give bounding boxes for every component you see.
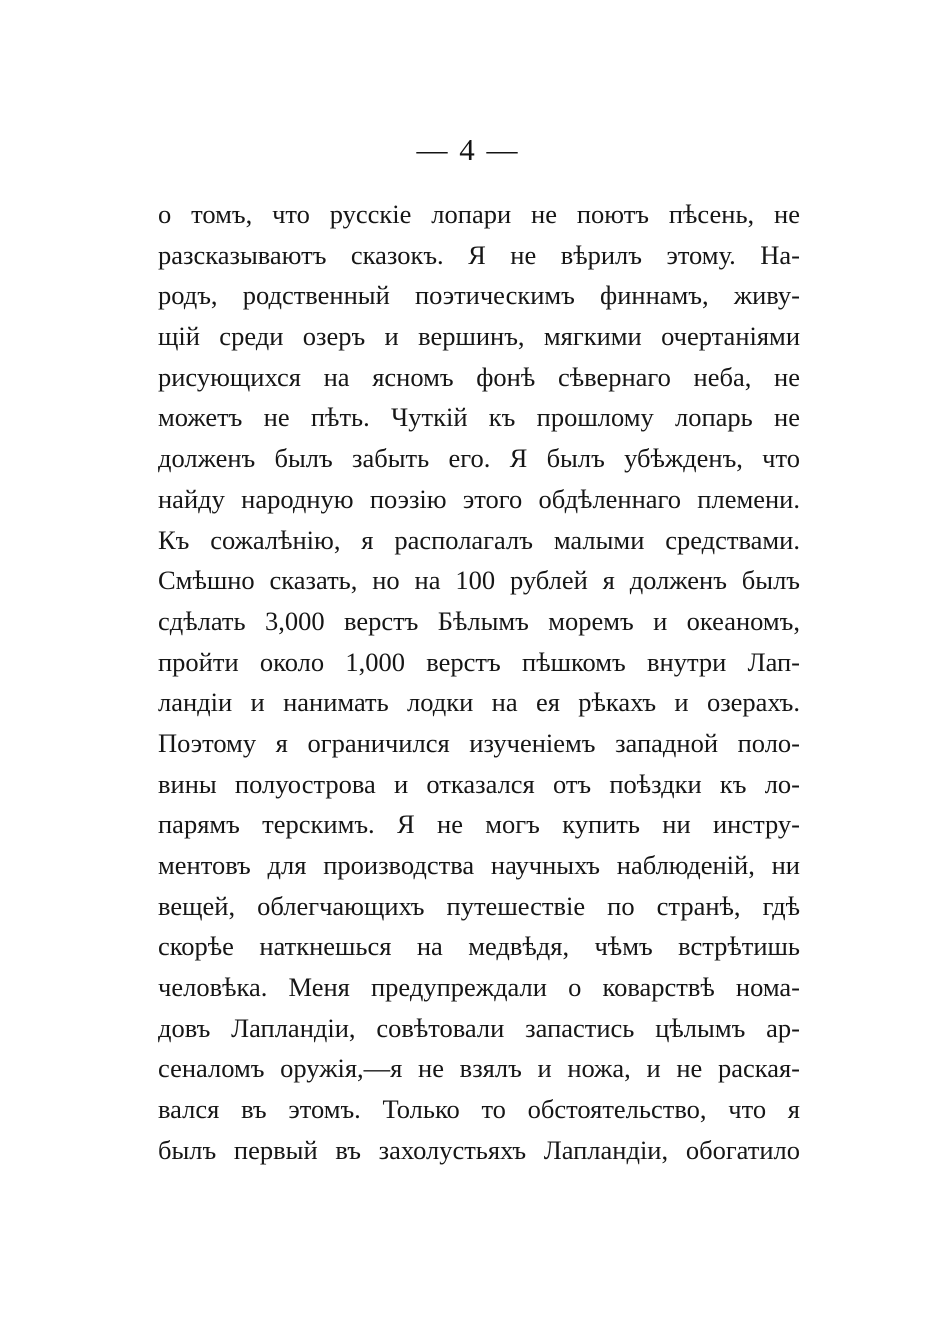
- text-line: рисующихся на ясномъ фонѣ сѣвернаго неба, не: [158, 361, 800, 392]
- text-line: Къ сожалѣнію, я располагалъ малыми средствами.: [158, 524, 800, 555]
- text-line: вался въ этомъ. Только то обстоятельство, что я: [158, 1094, 800, 1125]
- text-line: о томъ, что русскіе лопари не поютъ пѣсень, не: [158, 199, 800, 229]
- text-line: Смѣшно сказать, но на 100 рублей я долженъ былъ: [158, 565, 800, 596]
- body-text: [158, 194, 800, 1171]
- text-line: скорѣе наткнешься на медвѣдя, чѣмъ встрѣтишь: [158, 931, 800, 962]
- text-line: ментовъ для производства научныхъ наблюденій, ни: [158, 850, 800, 880]
- text-line: родъ, родственный поэтическимъ финнамъ, живу-: [158, 280, 800, 311]
- text-line: найду народную поэзію этого обдѣленнаго племени.: [158, 483, 800, 514]
- text-line: человѣка. Меня предупреждали о коварствѣ нома-: [158, 972, 800, 1003]
- text-line: довъ Лапландіи, совѣтовали запастись цѣлымъ ар-: [158, 1012, 800, 1043]
- text-line: вещей, облегчающихъ путешествіе по странѣ, гдѣ: [158, 890, 800, 921]
- text-line: щій среди озеръ и вершинъ, мягкими очертаніями: [158, 321, 800, 352]
- page-number: — 4 —: [416, 132, 520, 167]
- text-line: ландіи и нанимать лодки на ея рѣкахъ и озерахъ.: [158, 687, 800, 718]
- text-line: долженъ былъ забыть его. Я былъ убѣжденъ, что: [158, 443, 800, 474]
- text-line: можетъ не пѣть. Чуткій къ прошлому лопарь не: [158, 402, 800, 433]
- text-line: пройти около 1,000 верстъ пѣшкомъ внутри Лап-: [158, 646, 800, 677]
- text-line: сеналомъ оружія,—я не взялъ и ножа, и не раская-: [158, 1053, 800, 1084]
- text-line: былъ первый въ захолустьяхъ Лапландіи, обогатило: [158, 1134, 800, 1165]
- text-line: разсказываютъ сказокъ. Я не вѣрилъ этому. На-: [158, 239, 800, 270]
- text-line: сдѣлать 3,000 верстъ Бѣлымъ моремъ и океаномъ,: [158, 605, 800, 636]
- text-line: вины полуострова и отказался отъ поѣздки къ ло-: [158, 768, 800, 799]
- text-line: парямъ терскимъ. Я не могъ купить ни инстру-: [158, 809, 800, 840]
- text-line: Поэтому я ограничился изученіемъ западной поло-: [158, 727, 800, 758]
